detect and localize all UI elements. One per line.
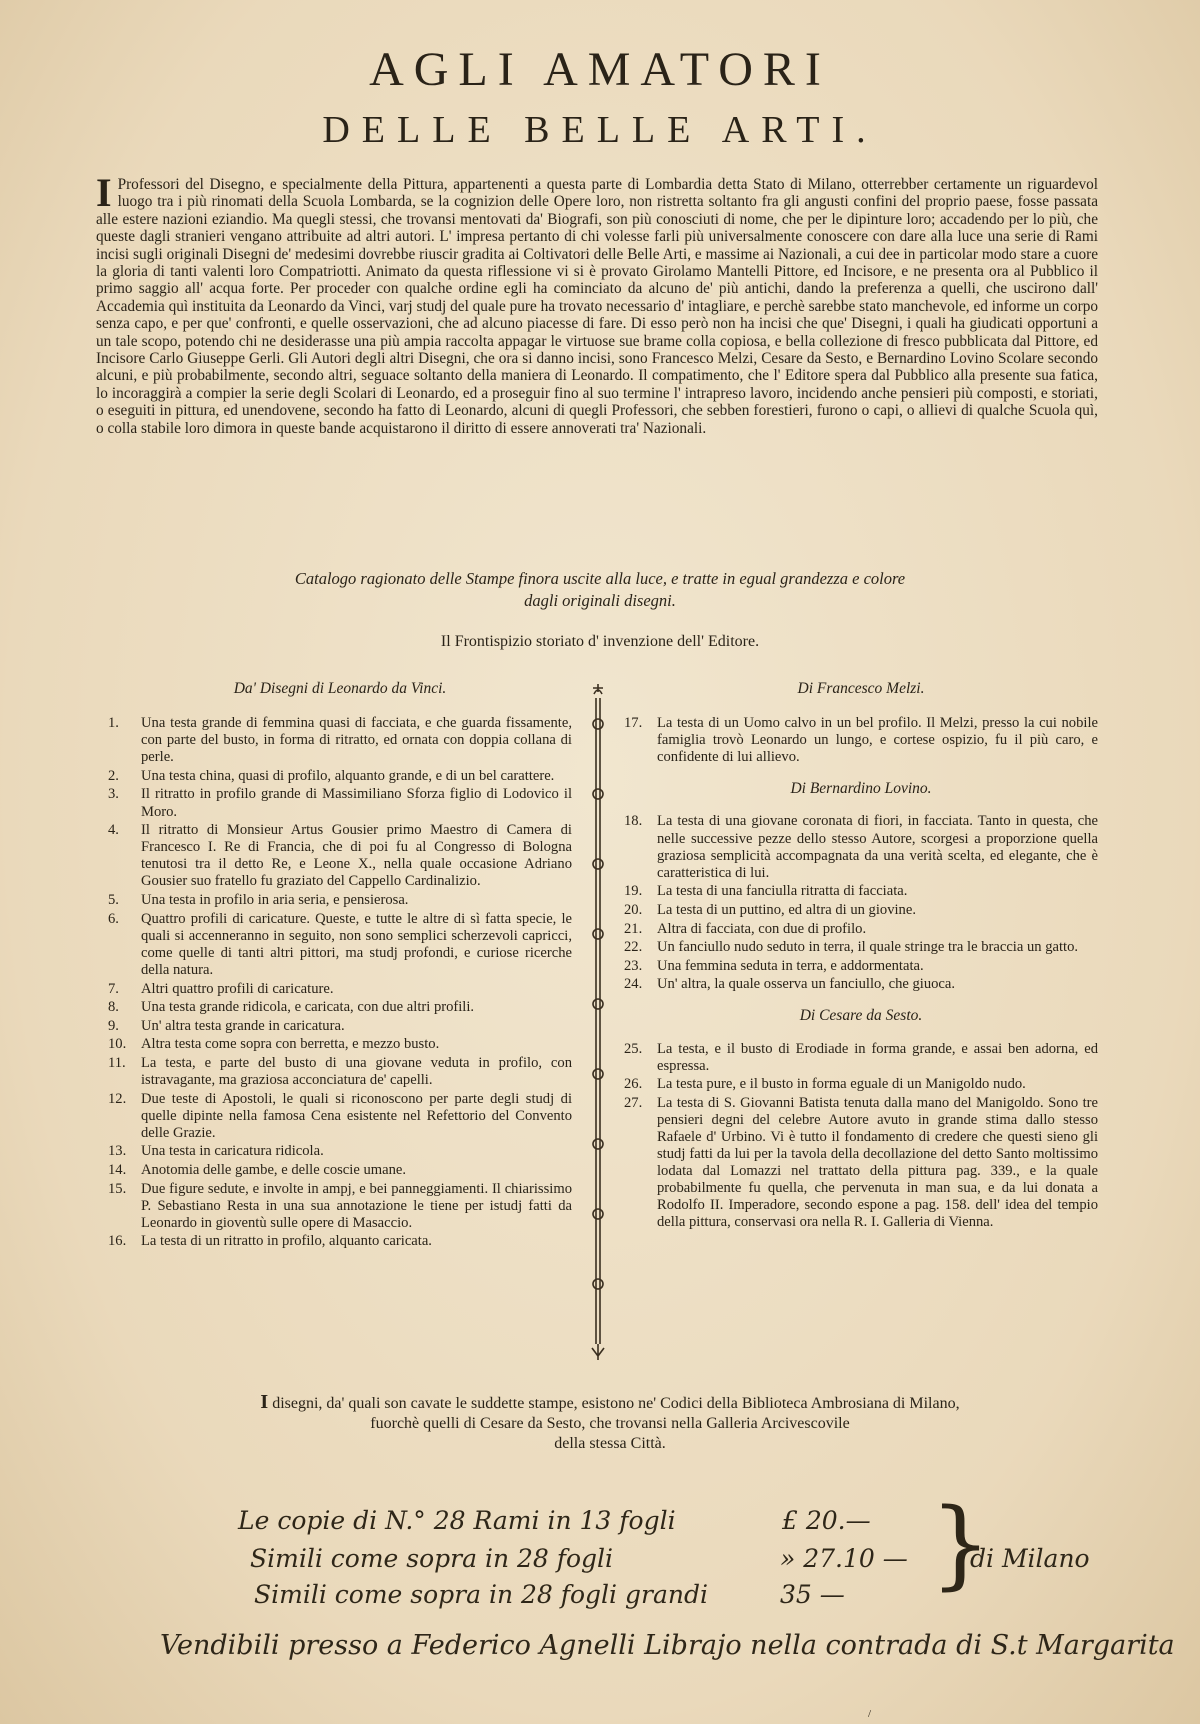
list-item (624, 1076, 1098, 1093)
intro-initial: I (96, 170, 112, 215)
handwritten-price1: £ 20.— (782, 1506, 871, 1535)
leonardo-list (108, 715, 572, 1250)
list-item (108, 1036, 572, 1053)
leonardo-column (108, 680, 572, 1252)
intro-paragraph (96, 170, 1098, 437)
item-number: 27. (624, 1094, 643, 1111)
item-text: Un fanciullo nudo seduto in terra, il quale stringe tra le braccia un gatto. (657, 939, 1079, 956)
item-number: 26. (624, 1076, 643, 1093)
item-text: Una testa china, quasi di profilo, alquanto grande, e di un bel carattere. (141, 767, 555, 784)
list-item (108, 892, 572, 909)
item-text: Una testa grande di femmina quasi di facciata, e che guarda fissamente, con parte del busto, in forma di ritratto, ed ornata con doppia collana di perle. (141, 715, 572, 766)
item-number: 18. (624, 813, 643, 830)
page-title: AGLI AMATORI (369, 43, 831, 96)
item-number: 20. (624, 901, 643, 918)
footnote-initial: I (260, 1391, 269, 1413)
footnote-line2: fuorchè quelli di Cesare da Sesto, che trovansi nella Galleria Arcivescovile (370, 1415, 850, 1432)
item-number: 22. (624, 939, 643, 956)
catalog-subtitle-line1: Catalogo ragionato delle Stampe finora uscite alla luce, e tratte in egual grandezza e colore (294, 569, 906, 588)
sesto-heading: Di Cesare da Sesto. (799, 1007, 923, 1025)
item-text: La testa di un ritratto in profilo, alquanto caricata. (141, 1233, 432, 1250)
list-item (624, 883, 1098, 900)
list-item (108, 1055, 572, 1089)
item-text: La testa pure, e il busto in forma eguale di un Manigoldo nudo. (657, 1076, 1026, 1093)
item-number: 13. (108, 1143, 127, 1160)
list-item (108, 822, 572, 890)
item-number: 8. (108, 999, 119, 1016)
margin-mark: / (868, 1708, 872, 1720)
item-text: La testa di S. Giovanni Batista tenuta dalla mano del Manigoldo. Sono tre pensieri degni del celebre Autore avuto in grande stima dallo stesso Rafaele d' Urbino. Vi è tutto il fondamento di credere che questi sieno gli studj fatti da lui per la tavola della decollazione del detto Santo moltissimo lodata dal Lomazzi nel trattato della pittura pag. 339., e la quale probabilmente fu quella, che pervenuta in man sua, e da lui donata a Rodolfo II. Imperadore, secondo espone a pag. 158. dell' idea del tempio della pittura, conservasi ora nella R. I. Galleria di Vienna. (657, 1094, 1098, 1231)
item-number: 14. (108, 1161, 127, 1178)
list-item (108, 999, 572, 1016)
list-item (108, 981, 572, 998)
list-item (624, 1041, 1098, 1075)
item-number: 12. (108, 1090, 127, 1107)
item-number: 9. (108, 1017, 119, 1034)
list-item (624, 958, 1098, 975)
handwritten-seller: Vendibili presso a Federico Agnelli Librajo nella contrada di S.t Margarita (160, 1630, 1175, 1661)
intro-text: Professori del Disegno, e specialmente della Pittura, appartenenti a questa parte di Lombardia detta Stato di Milano, otterrebber certamente un riguardevol luogo tra i più rinomati della Scuola Lombarda, se la cognizion delle Opere loro, non ristretta soltanto fra gli angusti confini del proprio paese, fosse passata alle estere nazioni eziandio. Ma quegli stessi, che trovansi mentovati da' Biografi, son più conosciuti di nome, che per le dipinture loro; accadendo per lo più, che queste dagli stranieri vengano attribuite ad altri autori. L' impresa pertanto di chi volesse farli più universalmente conoscere con dare alla luce una serie di Rami incisi sugli originali Disegni de' medesimi dovrebbe riuscir gradita ai Coltivatori delle Belle Arti, e massime ai Nazionali, a cui dee in particolar modo stare a cuore la gloria di tanti valenti loro Compatriotti. Animato da questa riflessione vi si è provato Girolamo Mantelli Pittore, ed Incisore, e ne presenta ora al Pubblico il primo saggio all' acqua forte. Per proceder con qualche ordine egli ha cominciato da alcuno de' più antichi, dando la preferenza a quelli, che uscirono dall' Accademia quì instituita da Leonardo da Vinci, varj studj del quale pure ha trovato necessario d' intagliare, e perchè sarebbe stato manchevole, ed informe un corpo senza capo, e per que' confronti, e quelle osservazioni, che ad alcuno piacesse di fare. Di esso però non ha incisi che que' Disegni, i quali ha giudicati opportuni a un tale scopo, potendo chi ne desiderasse una più ampia raccolta appagar le virtuose sue brame colla copiosa, e bella collezione di fresco pubblicata dal Pittore, ed Incisore Carlo Giuseppe Gerli. Gli Autori degli altri Disegni, che ora si danno incisi, sono Francesco Melzi, Cesare da Sesto, e Bernardino Lovino Scolare secondo alcuni, e più probabilmente, secondo altri, seguace soltanto della maniera di Leonardo. Il compatimento, che l' Editore spera dal Pubblico alla presente sua fatica, lo incoraggirà a compier la serie degli Scolari di Leonardo, ed a proseguir fino al suo termine l' intrapreso lavoro, incidendo anche pensieri più composti, e storiati, o eseguiti in pittura, ed unendovene, secondo ha fatto di Leonardo, alcuni di quegli Professori, che sebben forestieri, furono o capi, o allievi di qualche Scuola quì, o colla stabile loro dimora in queste bande acquistarono il diritto di essere annoverati tra' Nazionali. (96, 176, 1098, 437)
list-item (108, 786, 572, 820)
leonardo-heading: Da' Disegni di Leonardo da Vinci. (233, 680, 447, 697)
item-text: Due teste di Apostoli, le quali si riconoscono per parte degli studj di quelle dipinte nella famosa Cena esistente nel Refettorio del Convento delle Grazie. (141, 1090, 572, 1141)
item-number: 16. (108, 1233, 127, 1250)
item-text: Due figure sedute, e involte in ampj, e bei panneggiamenti. Il chiarissimo P. Sebastiano Resta in una sua annotazione le tiene per istudj fatti da Leonardo in gioventù sulle opere di Masaccio. (141, 1180, 572, 1231)
catalog-subtitle (180, 568, 1020, 612)
item-text: La testa di un Uomo calvo in un bel profilo. Il Melzi, presso la cui nobile famiglia trovò Leonardo un lungo, e cortese ospizio, fu il più caro, e confidente di lui allievo. (657, 715, 1098, 766)
list-item (108, 1233, 572, 1250)
list-item (108, 1143, 572, 1160)
page-subtitle: DELLE BELLE ARTI. (322, 109, 878, 151)
item-text: Una testa in caricatura ridicola. (141, 1143, 324, 1160)
list-item (624, 921, 1098, 938)
item-text: La testa di una giovane coronata di fiori, in facciata. Tanto in questa, che nelle successive pezze dello stesso Autore, scorgesi a proporzione quella graziosa semplicità accompagnata da una verità scelta, ed elegante, che è caratteristica di lui. (657, 813, 1098, 881)
list-item (108, 1181, 572, 1232)
right-column (624, 680, 1098, 1233)
item-text: Un' altra, la quale osserva un fanciullo, che giuoca. (657, 976, 956, 993)
item-number: 2. (108, 767, 119, 784)
handwritten-line1: Le copie di N.° 28 Rami in 13 fogli (238, 1506, 676, 1535)
item-number: 3. (108, 786, 119, 803)
catalog-subtitle-line2: dagli originali disegni. (524, 591, 676, 610)
handwritten-line2: Simili come sopra in 28 fogli (250, 1544, 614, 1573)
list-item (108, 715, 572, 766)
list-item (108, 1162, 572, 1179)
handwritten-city: di Milano (970, 1544, 1090, 1573)
item-text: Una femmina seduta in terra, e addormentata. (657, 957, 924, 974)
item-number: 17. (624, 715, 643, 732)
list-item (108, 1091, 572, 1142)
item-number: 11. (108, 1054, 126, 1071)
list-item (624, 715, 1098, 766)
item-number: 5. (108, 892, 119, 909)
item-text: La testa di un puttino, ed altra di un giovine. (657, 901, 916, 918)
ornament-divider (588, 684, 608, 1360)
handwritten-brace: } (930, 1488, 992, 1600)
item-text: Altri quattro profili di caricature. (141, 980, 334, 997)
lovino-heading: Di Bernardino Lovino. (790, 780, 932, 798)
item-text: Anotomia delle gambe, e delle coscie umane. (141, 1161, 407, 1178)
item-text: Una testa grande ridicola, e caricata, con due altri profili. (141, 999, 475, 1016)
list-item (624, 1095, 1098, 1232)
handwritten-line3: Simili come sopra in 28 fogli grandi (254, 1580, 708, 1609)
item-text: La testa di una fanciulla ritratta di facciata. (657, 883, 908, 900)
item-number: 19. (624, 883, 643, 900)
item-number: 7. (108, 980, 119, 997)
handwritten-price2: » 27.10 — (780, 1544, 908, 1573)
item-number: 6. (108, 910, 119, 927)
item-text: Un' altra testa grande in caricatura. (141, 1017, 345, 1034)
list-item (624, 813, 1098, 881)
item-number: 15. (108, 1180, 127, 1197)
item-number: 21. (624, 920, 643, 937)
item-text: Quattro profili di caricature. Queste, e tutte le altre di sì fatta specie, le quali si accenneranno in seguito, non sono semplici scherzevoli capricci, come quelle di tanti altri pittori, ma studj profondi, e curiose ricerche della natura. (141, 910, 572, 978)
list-item (624, 939, 1098, 956)
list-item (108, 1018, 572, 1035)
item-number: 10. (108, 1036, 127, 1053)
item-text: Altra testa come sopra con berretta, e mezzo busto. (141, 1036, 440, 1053)
list-item (108, 911, 572, 979)
list-item (624, 976, 1098, 993)
item-text: Una testa in profilo in aria seria, e pensierosa. (141, 892, 409, 909)
item-text: Il ritratto di Monsieur Artus Gousier primo Maestro di Camera di Francesco I. Re di Francia, che di poi fu al Congresso di Bologna tenutosi tra il detto Re, e Leone X., nella quale occasione Adriano Gousier suo fratello fu graziato del Cappello Cardinalizio. (141, 822, 572, 890)
footnote-line1: disegni, da' quali son cavate le suddette stampe, esistono ne' Codici della Biblioteca Ambrosiana di Milano, (272, 1395, 960, 1412)
item-number: 24. (624, 976, 643, 993)
item-text: La testa, e parte del busto di una giovane veduta in profilo, con istravagante, ma graziosa acconciatura de' capelli. (141, 1054, 572, 1088)
item-number: 4. (108, 822, 119, 839)
item-number: 1. (108, 715, 119, 732)
list-item (624, 902, 1098, 919)
item-number: 25. (624, 1040, 643, 1057)
footnote (150, 1392, 1070, 1454)
frontispiece-note: Il Frontispizio storiato d' invenzione dell' Editore. (440, 633, 760, 650)
item-text: Altra di facciata, con due di profilo. (657, 920, 867, 937)
item-text: Il ritratto in profilo grande di Massimiliano Sforza figlio di Lodovico il Moro. (141, 786, 572, 820)
item-text: La testa, e il busto di Erodiade in forma grande, e assai ben adorna, ed espressa. (657, 1040, 1098, 1074)
handwritten-price3: 35 — (780, 1580, 845, 1609)
melzi-heading: Di Francesco Melzi. (797, 680, 925, 697)
footnote-line3: della stessa Città. (554, 1435, 666, 1452)
item-number: 23. (624, 957, 643, 974)
list-item (108, 768, 572, 785)
